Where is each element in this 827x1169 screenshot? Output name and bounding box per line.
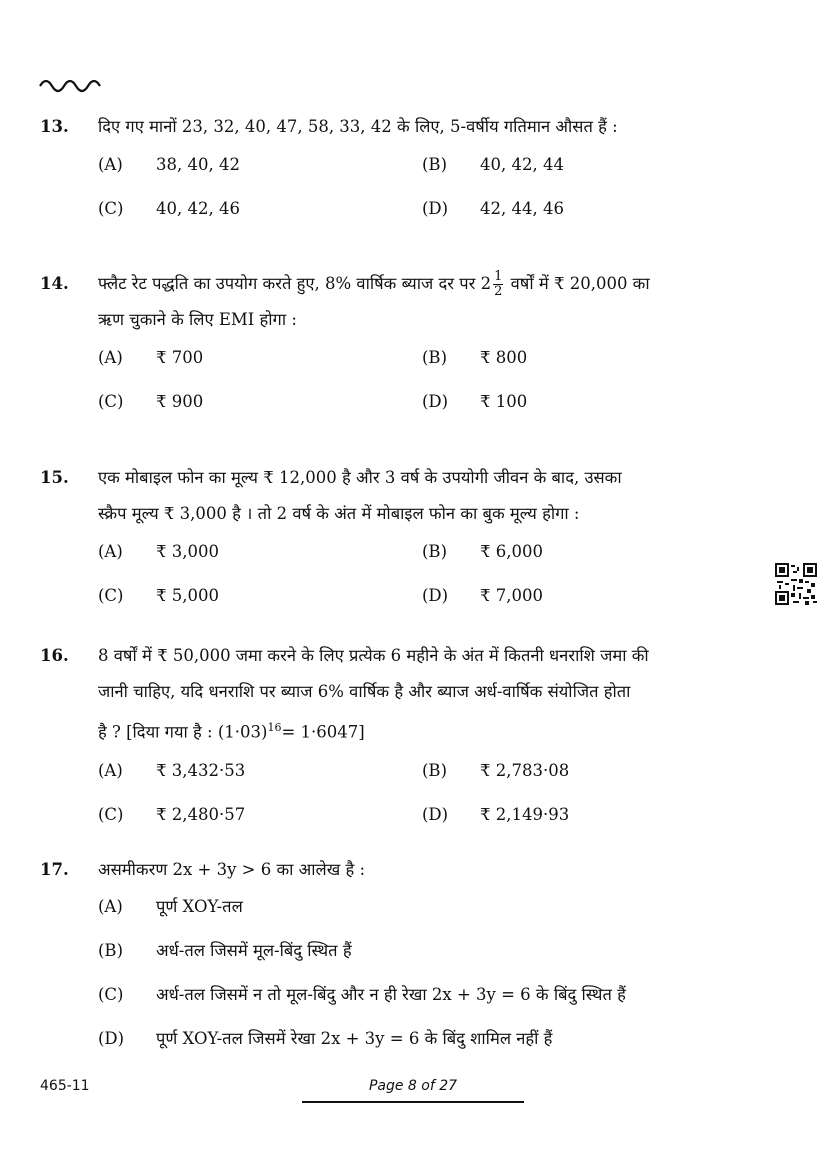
- option-a: (A) ₹ 3,432·53: [98, 760, 246, 780]
- option-c: (C) 40, 42, 46: [98, 199, 240, 218]
- question-text-line3: है ? [दिया गया है : $(1\cdot 03)^{16}= 1\cdot 6047$]: [98, 721, 365, 742]
- option-c: (C) ₹ 900: [98, 392, 204, 411]
- page-number: Page 8 of 27: [368, 1078, 458, 1094]
- options: [98, 761, 745, 851]
- options: [98, 894, 745, 1074]
- question-text: 16. 8 वर्षों में ₹ 50,000 जमा करने के लिए प्रत्येक 6 महीने के अंत में कितनी धनराशि जमा की: [40, 638, 745, 674]
- question-16: [40, 638, 745, 851]
- option-a: (A) ₹ 700: [98, 348, 204, 367]
- option-c: (C) अर्ध-तल जिसमें न तो मूल-बिंदु और न ही रेखा 2x + 3y = 6 के बिंदु स्थित हैं: [98, 985, 626, 1004]
- option-a: (A) 38, 40, 42: [98, 155, 240, 174]
- question-number: 14.: [40, 274, 69, 293]
- paper-code: 465-11: [40, 1078, 90, 1094]
- question-stem-part1: फ्लैट रेट पद्धति का उपयोग करते हुए, 8% वार्षिक ब्याज दर पर 2: [98, 274, 492, 293]
- option-b: (B) अर्ध-तल जिसमें मूल-बिंदु स्थित हैं: [98, 941, 352, 960]
- wave-ornament-icon: [38, 74, 108, 94]
- question-14: [40, 266, 745, 438]
- options: [98, 542, 745, 632]
- option-d: (D) ₹ 7,000: [422, 586, 543, 605]
- question-text: 15. एक मोबाइल फोन का मूल्य ₹ 12,000 है और 3 वर्ष के उपयोगी जीवन के बाद, उसका: [40, 460, 745, 496]
- question-text: 17. असमीकरण 2x + 3y > 6 का आलेख है :: [40, 852, 745, 888]
- question-15: [40, 460, 745, 632]
- question-text-line2: ऋण चुकाने के लिए EMI होगा :: [98, 310, 297, 329]
- question-number: 17.: [40, 860, 69, 879]
- question-13: [40, 109, 745, 245]
- question-stem: दिए गए मानों 23, 32, 40, 47, 58, 33, 42 के लिए, 5-वर्षीय गतिमान औसत हैं :: [98, 117, 618, 136]
- question-text: [40, 109, 745, 145]
- option-b: (B) ₹ 2,783·08: [422, 760, 570, 780]
- question-text-line2: स्क्रैप मूल्य ₹ 3,000 है । तो 2 वर्ष के अंत में मोबाइल फोन का बुक मूल्य होगा :: [98, 504, 580, 523]
- option-a: (A) पूर्ण XOY-तल: [98, 897, 243, 916]
- option-d: (D) ₹ 100: [422, 392, 528, 411]
- option-d: (D) पूर्ण XOY-तल जिसमें रेखा 2x + 3y = 6 के बिंदु शामिल नहीं हैं: [98, 1029, 553, 1048]
- question-17: [40, 852, 745, 1074]
- option-d: (D) 42, 44, 46: [422, 199, 564, 218]
- question-text-line2: जानी चाहिए, यदि धनराशि पर ब्याज 6% वार्षिक है और ब्याज अर्ध-वार्षिक संयोजित होता: [98, 682, 631, 701]
- option-a: (A) ₹ 3,000: [98, 542, 219, 561]
- footer-divider: [302, 1101, 524, 1103]
- exponent: 16: [267, 721, 282, 734]
- fraction: $\frac{1}{2}$: [494, 269, 503, 299]
- option-b: (B) 40, 42, 44: [422, 155, 564, 174]
- question-number: 16.: [40, 646, 69, 665]
- options: [98, 348, 745, 438]
- option-c: (C) ₹ 2,480·57: [98, 804, 246, 824]
- options: [98, 155, 745, 245]
- option-d: (D) ₹ 2,149·93: [422, 804, 570, 824]
- question-number: 13.: [40, 117, 69, 136]
- option-b: (B) ₹ 6,000: [422, 542, 543, 561]
- question-text: [40, 266, 745, 302]
- question-number: 15.: [40, 468, 69, 487]
- option-c: (C) ₹ 5,000: [98, 586, 219, 605]
- qr-code-icon: [775, 563, 817, 605]
- question-stem-part2: वर्षों में ₹ 20,000 का: [505, 274, 650, 293]
- option-b: (B) ₹ 800: [422, 348, 528, 367]
